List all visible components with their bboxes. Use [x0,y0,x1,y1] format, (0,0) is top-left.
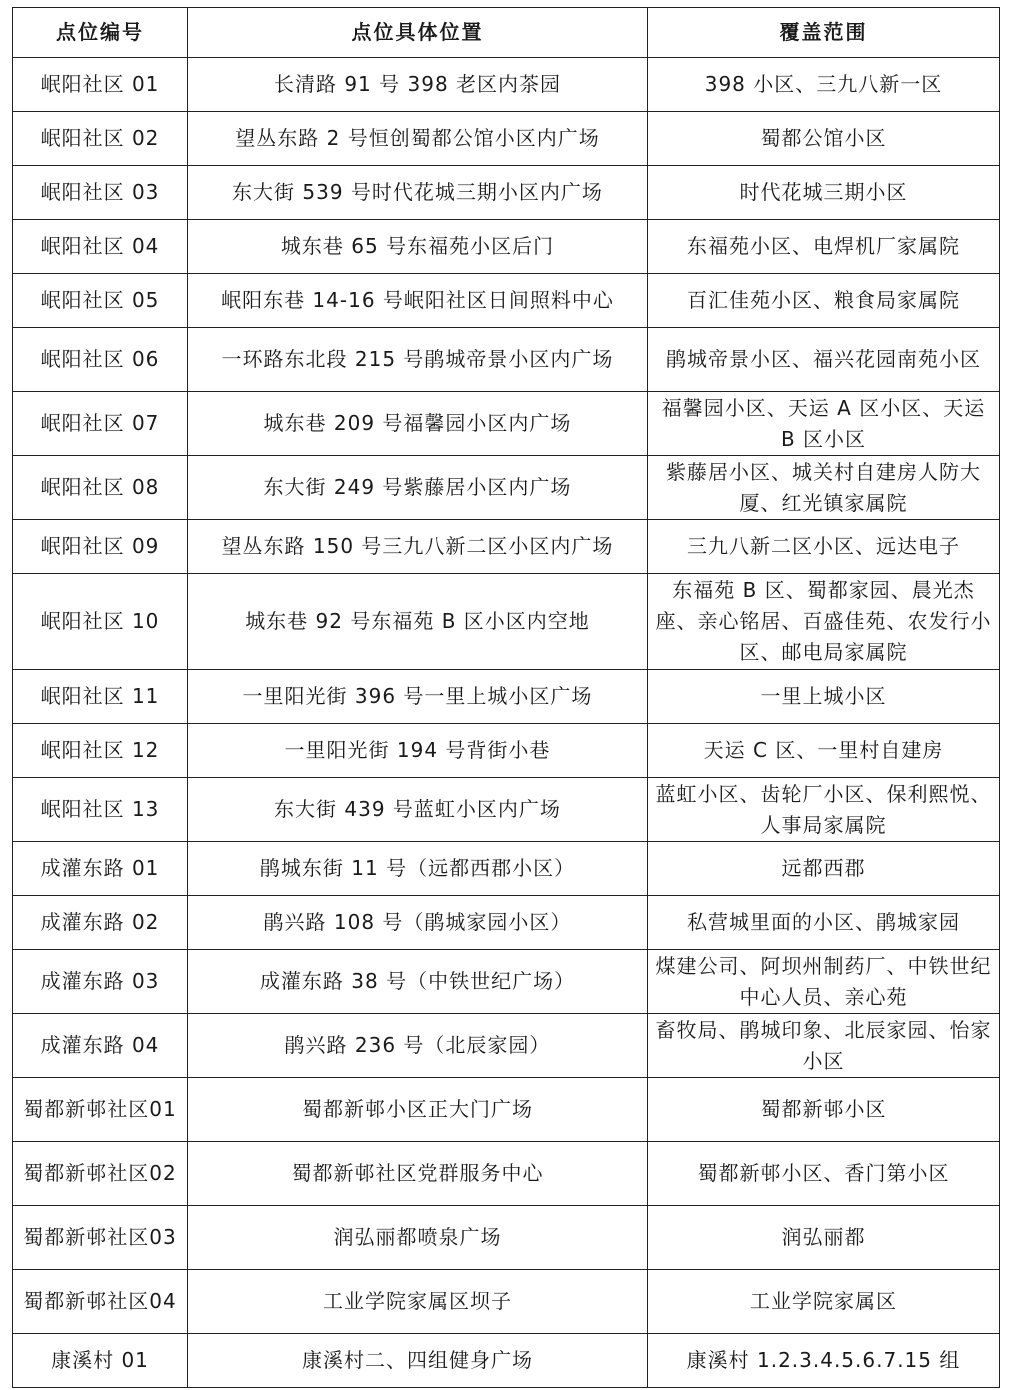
cell-code: 蜀都新邨社区02 [13,1142,188,1206]
table-row [13,1142,1000,1206]
cell-code: 岷阳社区 05 [13,274,188,328]
table-row [13,328,1000,392]
table-row [13,274,1000,328]
cell-code: 成灌东路 02 [13,896,188,950]
cell-coverage: 三九八新二区小区、远达电子 [648,520,1000,574]
cell-location: 鹃兴路 108 号（鹃城家园小区） [188,896,648,950]
header-code: 点位编号 [13,8,188,58]
cell-code: 成灌东路 03 [13,950,188,1014]
cell-location: 城东巷 209 号福馨园小区内广场 [188,392,648,456]
cell-location: 城东巷 65 号东福苑小区后门 [188,220,648,274]
cell-coverage: 蜀都新邨小区 [648,1078,1000,1142]
cell-coverage: 紫藤居小区、城关村自建房人防大厦、红光镇家属院 [648,456,1000,520]
cell-coverage: 蜀都公馆小区 [648,112,1000,166]
header-location: 点位具体位置 [188,8,648,58]
table-row [13,778,1000,842]
table-row [13,1078,1000,1142]
table-row [13,724,1000,778]
cell-coverage: 时代花城三期小区 [648,166,1000,220]
table-row [13,1206,1000,1270]
cell-code: 岷阳社区 08 [13,456,188,520]
cell-location: 岷阳东巷 14-16 号岷阳社区日间照料中心 [188,274,648,328]
table-row [13,950,1000,1014]
cell-coverage: 工业学院家属区 [648,1270,1000,1334]
cell-code: 成灌东路 01 [13,842,188,896]
table-row [13,574,1000,670]
cell-coverage: 398 小区、三九八新一区 [648,58,1000,112]
cell-coverage: 一里上城小区 [648,670,1000,724]
table-row [13,58,1000,112]
table-row [13,842,1000,896]
cell-coverage: 煤建公司、阿坝州制药厂、中铁世纪中心人员、亲心苑 [648,950,1000,1014]
table-row [13,166,1000,220]
cell-coverage: 康溪村 1.2.3.4.5.6.7.15 组 [648,1334,1000,1388]
cell-location: 一环路东北段 215 号鹃城帝景小区内广场 [188,328,648,392]
cell-coverage: 鹃城帝景小区、福兴花园南苑小区 [648,328,1000,392]
cell-code: 岷阳社区 12 [13,724,188,778]
table-row [13,1270,1000,1334]
table-row [13,1334,1000,1388]
cell-location: 东大街 439 号蓝虹小区内广场 [188,778,648,842]
cell-coverage: 私营城里面的小区、鹃城家园 [648,896,1000,950]
cell-code: 岷阳社区 02 [13,112,188,166]
cell-location: 一里阳光街 194 号背街小巷 [188,724,648,778]
cell-location: 东大街 539 号时代花城三期小区内广场 [188,166,648,220]
location-table [12,7,1000,1388]
cell-location: 成灌东路 38 号（中铁世纪广场） [188,950,648,1014]
cell-code: 岷阳社区 06 [13,328,188,392]
table-row [13,670,1000,724]
cell-code: 成灌东路 04 [13,1014,188,1078]
cell-location: 蜀都新邨小区正大门广场 [188,1078,648,1142]
cell-location: 蜀都新邨社区党群服务中心 [188,1142,648,1206]
cell-location: 康溪村二、四组健身广场 [188,1334,648,1388]
cell-code: 康溪村 01 [13,1334,188,1388]
cell-location: 望丛东路 150 号三九八新二区小区内广场 [188,520,648,574]
cell-code: 岷阳社区 07 [13,392,188,456]
cell-location: 一里阳光街 396 号一里上城小区广场 [188,670,648,724]
table-row [13,520,1000,574]
cell-code: 岷阳社区 13 [13,778,188,842]
cell-code: 蜀都新邨社区04 [13,1270,188,1334]
table-row [13,392,1000,456]
cell-location: 长清路 91 号 398 老区内茶园 [188,58,648,112]
cell-code: 岷阳社区 04 [13,220,188,274]
cell-code: 岷阳社区 09 [13,520,188,574]
table-row [13,456,1000,520]
cell-location: 鹃城东街 11 号（远都西郡小区） [188,842,648,896]
cell-coverage: 蓝虹小区、齿轮厂小区、保利熙悦、人事局家属院 [648,778,1000,842]
cell-coverage: 天运 C 区、一里村自建房 [648,724,1000,778]
header-coverage: 覆盖范围 [648,8,1000,58]
cell-coverage: 畜牧局、鹃城印象、北辰家园、怡家小区 [648,1014,1000,1078]
cell-code: 岷阳社区 03 [13,166,188,220]
cell-location: 东大街 249 号紫藤居小区内广场 [188,456,648,520]
table-row [13,112,1000,166]
cell-coverage: 远都西郡 [648,842,1000,896]
cell-coverage: 东福苑 B 区、蜀都家园、晨光杰座、亲心铭居、百盛佳苑、农发行小区、邮电局家属院 [648,574,1000,670]
table-row [13,220,1000,274]
cell-coverage: 润弘丽都 [648,1206,1000,1270]
cell-code: 蜀都新邨社区03 [13,1206,188,1270]
cell-code: 岷阳社区 10 [13,574,188,670]
cell-location: 望丛东路 2 号恒创蜀都公馆小区内广场 [188,112,648,166]
table-row [13,896,1000,950]
cell-coverage: 百汇佳苑小区、粮食局家属院 [648,274,1000,328]
table-header-row [13,8,1000,58]
cell-coverage: 福馨园小区、天运 A 区小区、天运 B 区小区 [648,392,1000,456]
cell-code: 岷阳社区 01 [13,58,188,112]
location-table-container [12,7,999,1388]
cell-location: 城东巷 92 号东福苑 B 区小区内空地 [188,574,648,670]
cell-location: 工业学院家属区坝子 [188,1270,648,1334]
cell-code: 岷阳社区 11 [13,670,188,724]
cell-coverage: 蜀都新邨小区、香门第小区 [648,1142,1000,1206]
cell-code: 蜀都新邨社区01 [13,1078,188,1142]
cell-coverage: 东福苑小区、电焊机厂家属院 [648,220,1000,274]
cell-location: 润弘丽都喷泉广场 [188,1206,648,1270]
table-row [13,1014,1000,1078]
cell-location: 鹃兴路 236 号（北辰家园） [188,1014,648,1078]
